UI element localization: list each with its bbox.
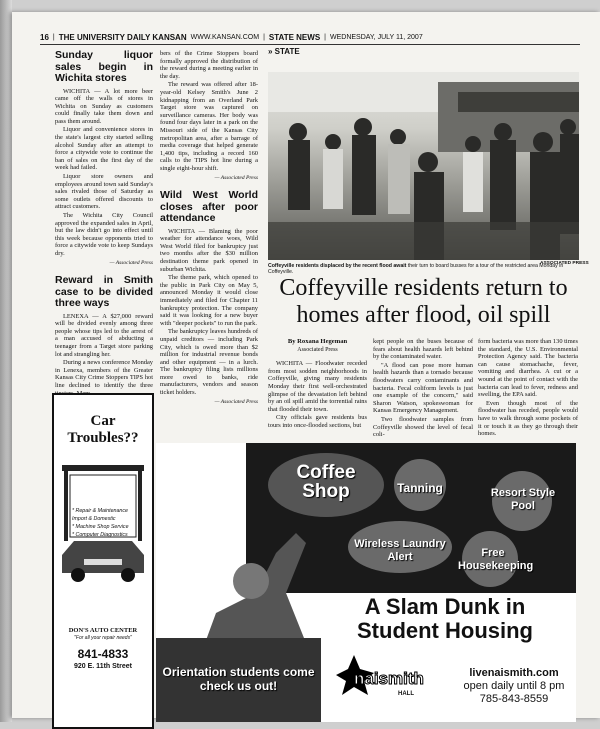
paragraph: Two floodwater samples from Coffeyville showed the level of fecal coli- [373,415,473,439]
ad-hours: open daily until 8 pm [463,680,565,692]
paragraph: "A flood can pose more human health hazards than a tornado because floodwaters carry contaminants and bacteria. Fecal coliform levels is just one example of the concern," said Sharon Watson, spokeswoman for Kansas Emergency Management. [373,361,473,415]
paragraph: The reward was offered after 18-year-old Kelsey Smith's June 2 kidnapping from an Overland Park Target store was captured on surveillance cameras. Her body was found four days later in a park on the Missouri side of the Kansas City metropolitan area, after a barrage of media coverage that helped generate 1,400 tips, including a record 160 calls to the TIPS hot line during a single eight-hour shift. [160,81,258,172]
paragraph: The theme park, which opened to the public in Park City on May 5, announced Monday it would close immediately and filed for Chapter 11 bankruptcy protection. The company said it was looking for a new buyer with "deeper pockets" to run the park. [160,274,258,327]
naismith-ad [156,443,576,722]
section-label: » STATE [268,47,300,56]
photo-caption [268,263,579,275]
amenity-coffee-shop: Coffee Shop [296,462,356,502]
main-byline-name: By Roxana Hegeman [287,338,348,345]
slogan-line-1: A Slam Dunk in [364,594,526,619]
section-name: STATE NEWS [268,32,321,42]
crowd-photo-image [268,72,579,260]
ad-url[interactable]: livenaismith.com [469,667,559,679]
paragraph: City officials gave residents bus tours into once-flooded sections, but [268,414,367,429]
paragraph: The Wichita City Council approved the expanded sales in April, but the law didn't go into effect until this week because opponents tried to force a citywide vote to keep Sundays dry. [55,212,153,257]
ad-phone: 785-843-8559 [479,693,549,705]
photo-credit: ASSOCIATED PRESS [540,261,589,266]
paragraph: During a news conference Monday in Lenexa, members of the Greater Kansas City Crime Stoppers TIPS hot line declined to identify the three [55,359,153,389]
naismith-logo-sub: HALL [398,691,414,697]
byline: — Associated Press [214,398,258,405]
paper-name: THE UNIVERSITY DAILY KANSAN [58,32,187,42]
paragraph: WICHITA — A lot more beer came off the walls of stores in Wichita on Sunday as customers could finally take them down and pass them around. [55,87,153,125]
site-url: WWW.KANSAN.COM [190,33,260,41]
shop-name: DON'S AUTO CENTER [68,627,138,634]
headline-wild-west: Wild West World closes after poor attendance [160,189,258,225]
ad-slogan [314,595,576,643]
ad-contact [452,667,576,706]
paragraph: WICHITA — Blaming the poor weather for attendance woes, Wild West World filed for bankruptcy just two months after the $30 million destination theme park opened in suburban Wichita. [160,227,258,273]
service-item: * Computer Diagnostics [72,532,128,538]
amenity-housekeeping: Free Housekeeping [458,547,534,572]
amenity-tanning: Tanning [397,481,443,495]
service-item: Import & Domestic [72,516,116,522]
paragraph: Liquor store owners and employees around town said Sunday's sales rivaled those of Saturday as some outlets offered discounts to attract customers. [55,173,153,211]
shop-phone: 841-4833 [77,647,129,661]
caption-text: their turn to board busses for a tour of the restricted area Monday in Coffeyville. [268,263,564,275]
ad-title: Car Troubles?? [67,413,139,446]
main-headline: Coffeyville residents return to homes after flood, oil spill [279,275,568,328]
main-byline-org: Associated Press [297,346,338,353]
paragraph: form bacteria was more than 130 times the standard, the U.S. Environmental Protection Agency said. The bacteria can cause stomachache, fever, vomiting and diarrhea. A cut or a wound at the point of contact with the bacteria can lead to fever, redness and swelling, the EPA said. [478,338,578,399]
issue-date: WEDNESDAY, JULY 11, 2007 [329,33,423,41]
page-number: 16 [40,32,49,42]
paragraph: kept people on the buses because of fears about health hazards left behind by the contaminated water. [373,338,473,361]
service-item: * Repair & Maintenance [72,508,128,514]
byline: — Associated Press [109,259,153,266]
main-column-c [478,338,578,439]
section-label-text: STATE [274,47,300,56]
main-column-a [268,338,367,431]
car-troubles-ad [52,393,154,729]
headline-reward: Reward in Smith case to be divided three ways [55,274,153,310]
paragraph: bers of the Crime Stoppers board formally approved the distribution of the reward during a meeting earlier in the day. [160,50,258,80]
paragraph: Liquor and convenience stores in the state's largest city started selling alcohol Sunday after an attempt to force a citywide vote to continue the ban of sales on the first day of the week had failed. [55,126,153,172]
service-list [72,507,129,539]
main-column-b [373,338,473,440]
shop-tagline: "For all your repair needs" [74,635,132,641]
paragraph: WICHITA — Floodwater receded from most sodden neighborhoods in Coffeyville, giving many residents Monday their first well-orchestrated glimpse of the devastation left behind by an oil spill amid the torrential rains that flooded their town. [268,360,367,413]
amenity-pool: Resort Style Pool [490,487,556,512]
headline-liquor: Sunday liquor sales begin in Wichita stores [55,49,153,84]
naismith-logo: naismith [354,669,424,688]
orientation-text: Orientation students come check us out! [162,665,315,693]
amenity-laundry: Wireless Laundry Alert [354,538,446,563]
paragraph: LENEXA — A $27,000 reward will be divided evenly among three people whose tips led to the arrest of a man accused of abducting a teenager from a Target store parking lot and strangling her. [55,312,153,358]
byline: — Associated Press [214,174,258,181]
service-item: * Machine Shop Service [72,524,129,530]
slogan-line-2: Student Housing [357,618,533,643]
column-1 [55,50,153,398]
page-header: 16 | THE UNIVERSITY DAILY KANSAN WWW.KANSAN.COM | STATE NEWS | WEDNESDAY, JULY 11, 2007 [40,30,580,45]
page-edge [0,0,12,722]
caption-lead: Coffeyville residents displaced by the recent flood await [268,263,407,269]
paragraph: Even though most of the floodwater has receded, people would have to walk through some pockets of it or touch it as they go through their homes. [478,399,578,438]
column-2 [160,50,258,414]
paragraph: The bankruptcy leaves hundreds of unpaid creditors — including Park City, which is owed more than $2 million for industrial revenue bonds and other equipment — in a lurch. The bankruptcy filing lists millions more owed to banks, ride manufacturers, vendors and season ticket holders. [160,328,258,397]
flood-photo [268,72,579,260]
shop-address: 920 E. 11th Street [74,663,132,670]
